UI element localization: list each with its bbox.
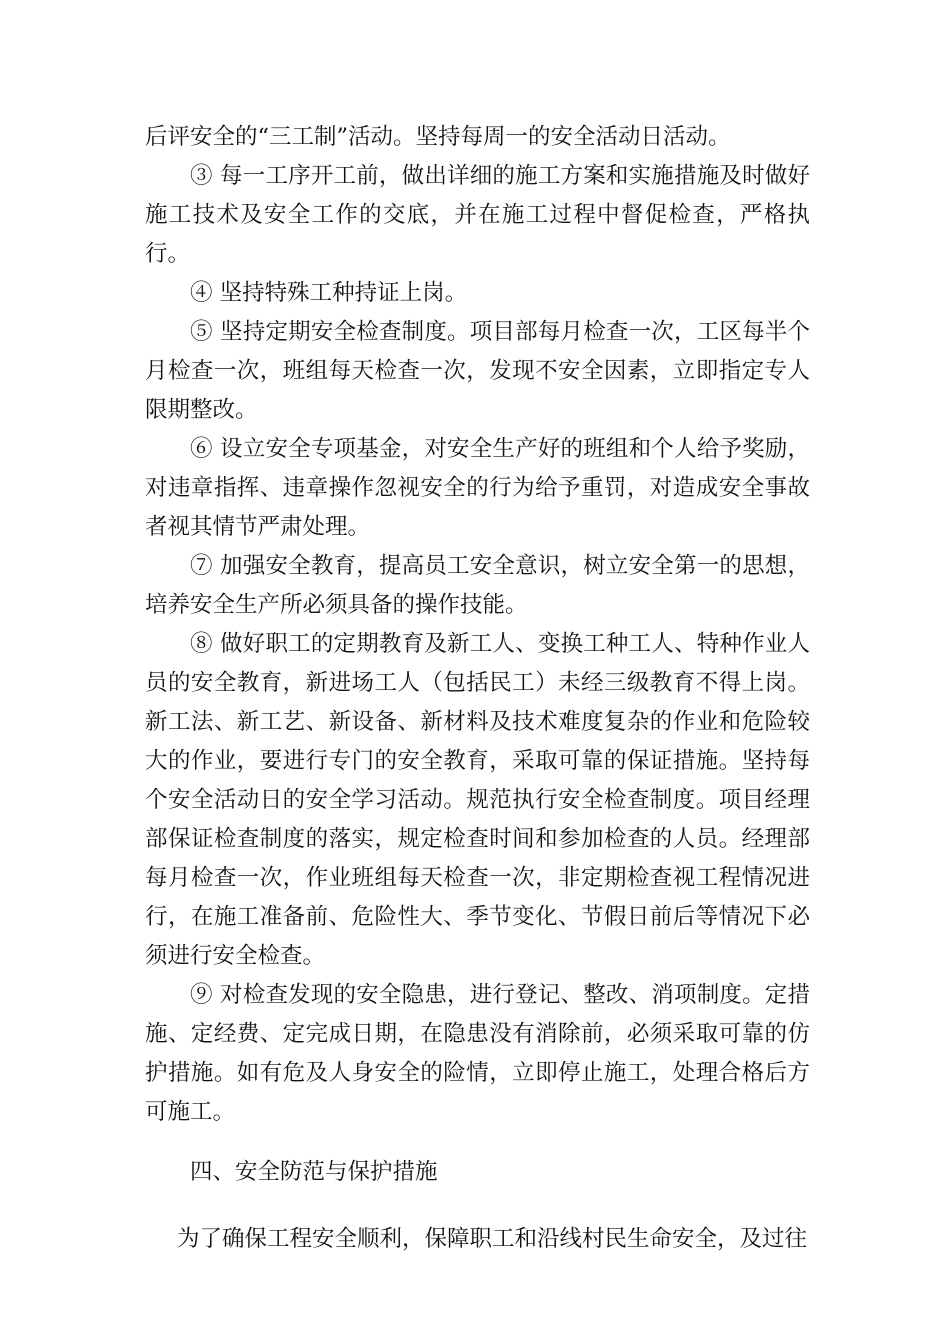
paragraph-item-3: ③ 每一工序开工前，做出详细的施工方案和实施措施及时做好施工技术及安全工作的交底，并在施工过程中督促检查，严格执行。: [145, 163, 810, 267]
paragraph-item-4: ④ 坚持特殊工种持证上岗。: [190, 280, 468, 306]
paragraph-item-5: ⑤ 坚持定期安全检查制度。项目部每月检查一次，工区每半个月检查一次，班组每天检查一次，发现不安全因素，立即指定专人限期整改。: [145, 319, 810, 423]
paragraph-item-7: ⑦ 加强安全教育，提高员工安全意识，树立安全第一的思想，培养安全生产所必须具备的操作技能。: [145, 553, 810, 618]
paragraph-continuation: 后评安全的“三工制”活动。坚持每周一的安全活动日活动。: [145, 124, 731, 150]
section-heading: 四、安全防范与保护措施: [190, 1159, 438, 1185]
document-body: [145, 118, 810, 1259]
paragraph-item-6: ⑥ 设立安全专项基金，对安全生产好的班组和个人给予奖励，对违章指挥、违章操作忽视安全的行为给予重罚，对造成安全事故者视其情节严肃处理。: [145, 436, 810, 540]
paragraph-item-9: ⑨ 对检查发现的安全隐患，进行登记、整改、消项制度。定措施、定经费、定完成日期，在隐患没有消除前，必须采取可靠的仿护措施。如有危及人身安全的险情，立即停止施工，处理合格后方可施工。: [145, 982, 810, 1125]
section-intro-line: 为了确保工程安全顺利，保障职工和沿线村民生命安全，及过往: [177, 1226, 808, 1252]
paragraph-item-8: ⑧ 做好职工的定期教育及新工人、变换工种工人、特种作业人员的安全教育，新进场工人（包括民工）未经三级教育不得上岗。新工法、新工艺、新设备、新材料及技术难度复杂的作业和危险较大的作业，要进行专门的安全教育，采取可靠的保证措施。坚持每个安全活动日的安全学习活动。规范执行安全检查制度。项目经理部保证检查制度的落实，规定检查时间和参加检查的人员。经理部每月检查一次，作业班组每天检查一次，非定期检查视工程情况进行，在施工准备前、危险性大、季节变化、节假日前后等情况下必须进行安全检查。: [145, 631, 810, 969]
